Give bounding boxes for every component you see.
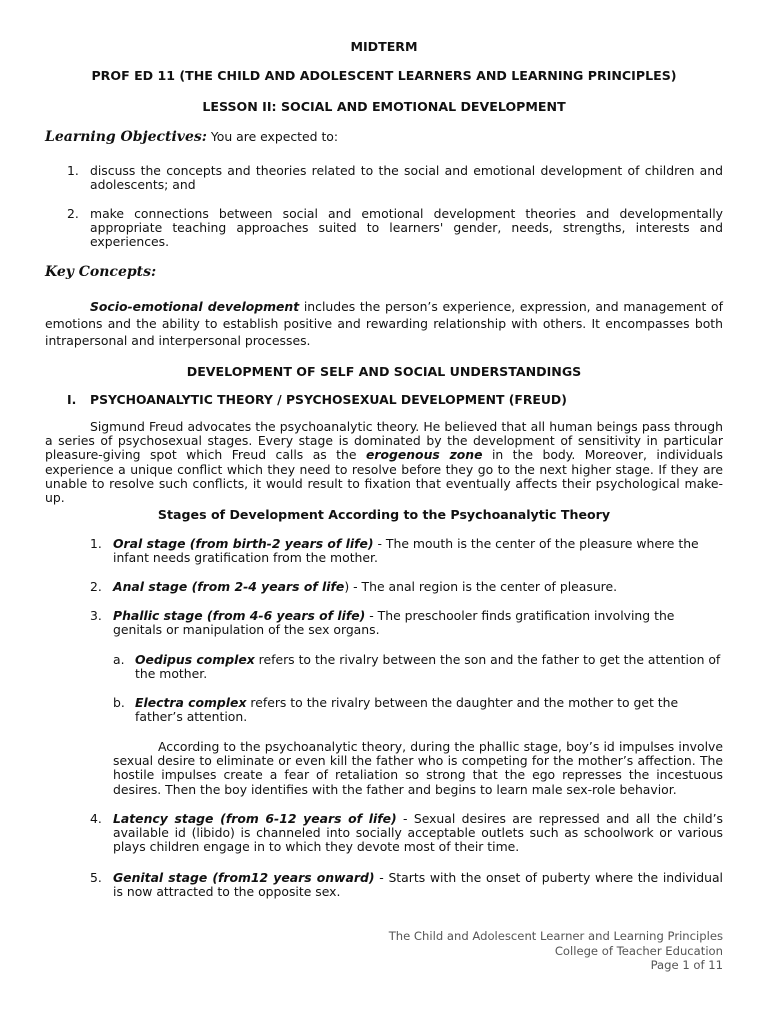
stage-number: 4.: [90, 811, 102, 826]
phallic-paragraph: According to the psychoanalytic theory, during the phallic stage, boy’s id impulses involve sexual desire to eliminate or even kill the father who is competing for the mother’s affection. The hostile impulses create a fear of retaliation so strong that the ego represses the incestuous desires. Then the boy identifies with the father and begins to learn male sex-role behavior.: [113, 739, 723, 797]
freud-paragraph: Sigmund Freud advocates the psychoanalytic theory. He believed that all human beings pass through a series of psychosexual stages. Every stage is dominated by the development of sensitivity in particular pleasure-giving spot which Freud calls as the erogenous zone in the body. Moreover, individuals experience a unique conflict which they need to resolve before they go to the next higher stage. If they are unable to resolve such conflicts, it would result to fixation that eventually affects their psychological make-up.: [45, 419, 724, 506]
objectives-line: [45, 130, 338, 144]
substage-letter: a.: [113, 652, 125, 667]
footer-course: The Child and Adolescent Learner and Learning Principles: [388, 929, 723, 943]
stages-title: Stages of Development According to the Psychoanalytic Theory: [157, 507, 611, 522]
stage-item: Phallic stage (from 4-6 years of life) - The preschooler finds gratification involving the genitals or manipulation of the sex organs.: [113, 608, 675, 638]
subsection-title: PSYCHOANALYTIC THEORY / PSYCHOSEXUAL DEVELOPMENT (FREUD): [90, 392, 567, 407]
objectives-label: Learning Objectives:: [45, 129, 207, 145]
midterm-heading: MIDTERM: [350, 39, 418, 54]
page-footer: [389, 929, 723, 973]
objective-item: discuss the concepts and theories related to the social and emotional development of children and adolescents; and: [90, 163, 723, 193]
objective-number: 1.: [67, 163, 79, 178]
stage-number: 2.: [90, 579, 102, 594]
stage-item: Oral stage (from birth-2 years of life) - The mouth is the center of the pleasure where the infant needs gratification from the mother.: [113, 536, 699, 566]
stage-item: Genital stage (from12 years onward) - Starts with the onset of puberty where the individual is now attracted to the opposite sex.: [113, 870, 723, 900]
stage-number: 3.: [90, 608, 102, 623]
objectives-intro: You are expected to:: [210, 129, 339, 144]
objective-item: make connections between social and emotional development theories and developmentally appropriate teaching approaches suited to learners' gender, needs, strengths, interests and experiences.: [90, 206, 723, 250]
key-concepts-paragraph: Socio-emotional development includes the person’s experience, expression, and management of emotions and the ability to establish positive and rewarding relationship with others. It encompasses both intrapersonal and interpersonal processes.: [45, 299, 723, 348]
subsection-number: I.: [67, 392, 77, 407]
lesson-title: LESSON II: SOCIAL AND EMOTIONAL DEVELOPMENT: [202, 99, 566, 114]
stage-item: Anal stage (from 2-4 years of life) - The anal region is the center of pleasure.: [113, 579, 618, 594]
substage-item: Electra complex refers to the rivalry between the daughter and the mother to get the father’s attention.: [135, 695, 679, 725]
key-concept-term: Socio-emotional development: [90, 299, 300, 314]
substage-letter: b.: [113, 695, 125, 710]
objective-number: 2.: [67, 206, 79, 221]
course-title: PROF ED 11 (THE CHILD AND ADOLESCENT LEARNERS AND LEARNING PRINCIPLES): [91, 68, 677, 83]
erogenous-zone-term: erogenous zone: [365, 447, 483, 463]
footer-college: College of Teacher Education: [554, 943, 723, 958]
stage-number: 5.: [90, 870, 102, 885]
page-number: Page 1 of 11: [650, 958, 723, 972]
substage-item: Oedipus complex refers to the rivalry between the son and the father to get the attention of the mother.: [135, 652, 721, 682]
stage-item: Latency stage (from 6-12 years of life) - Sexual desires are repressed and all the child’s available id (libido) is channeled into socially acceptable outlets such as schoolwork or various plays children engage in to which they devote most of their time.: [113, 811, 723, 855]
section-title: DEVELOPMENT OF SELF AND SOCIAL UNDERSTANDINGS: [186, 364, 582, 379]
stage-number: 1.: [90, 536, 102, 551]
key-concepts-label: Key Concepts:: [45, 264, 157, 280]
